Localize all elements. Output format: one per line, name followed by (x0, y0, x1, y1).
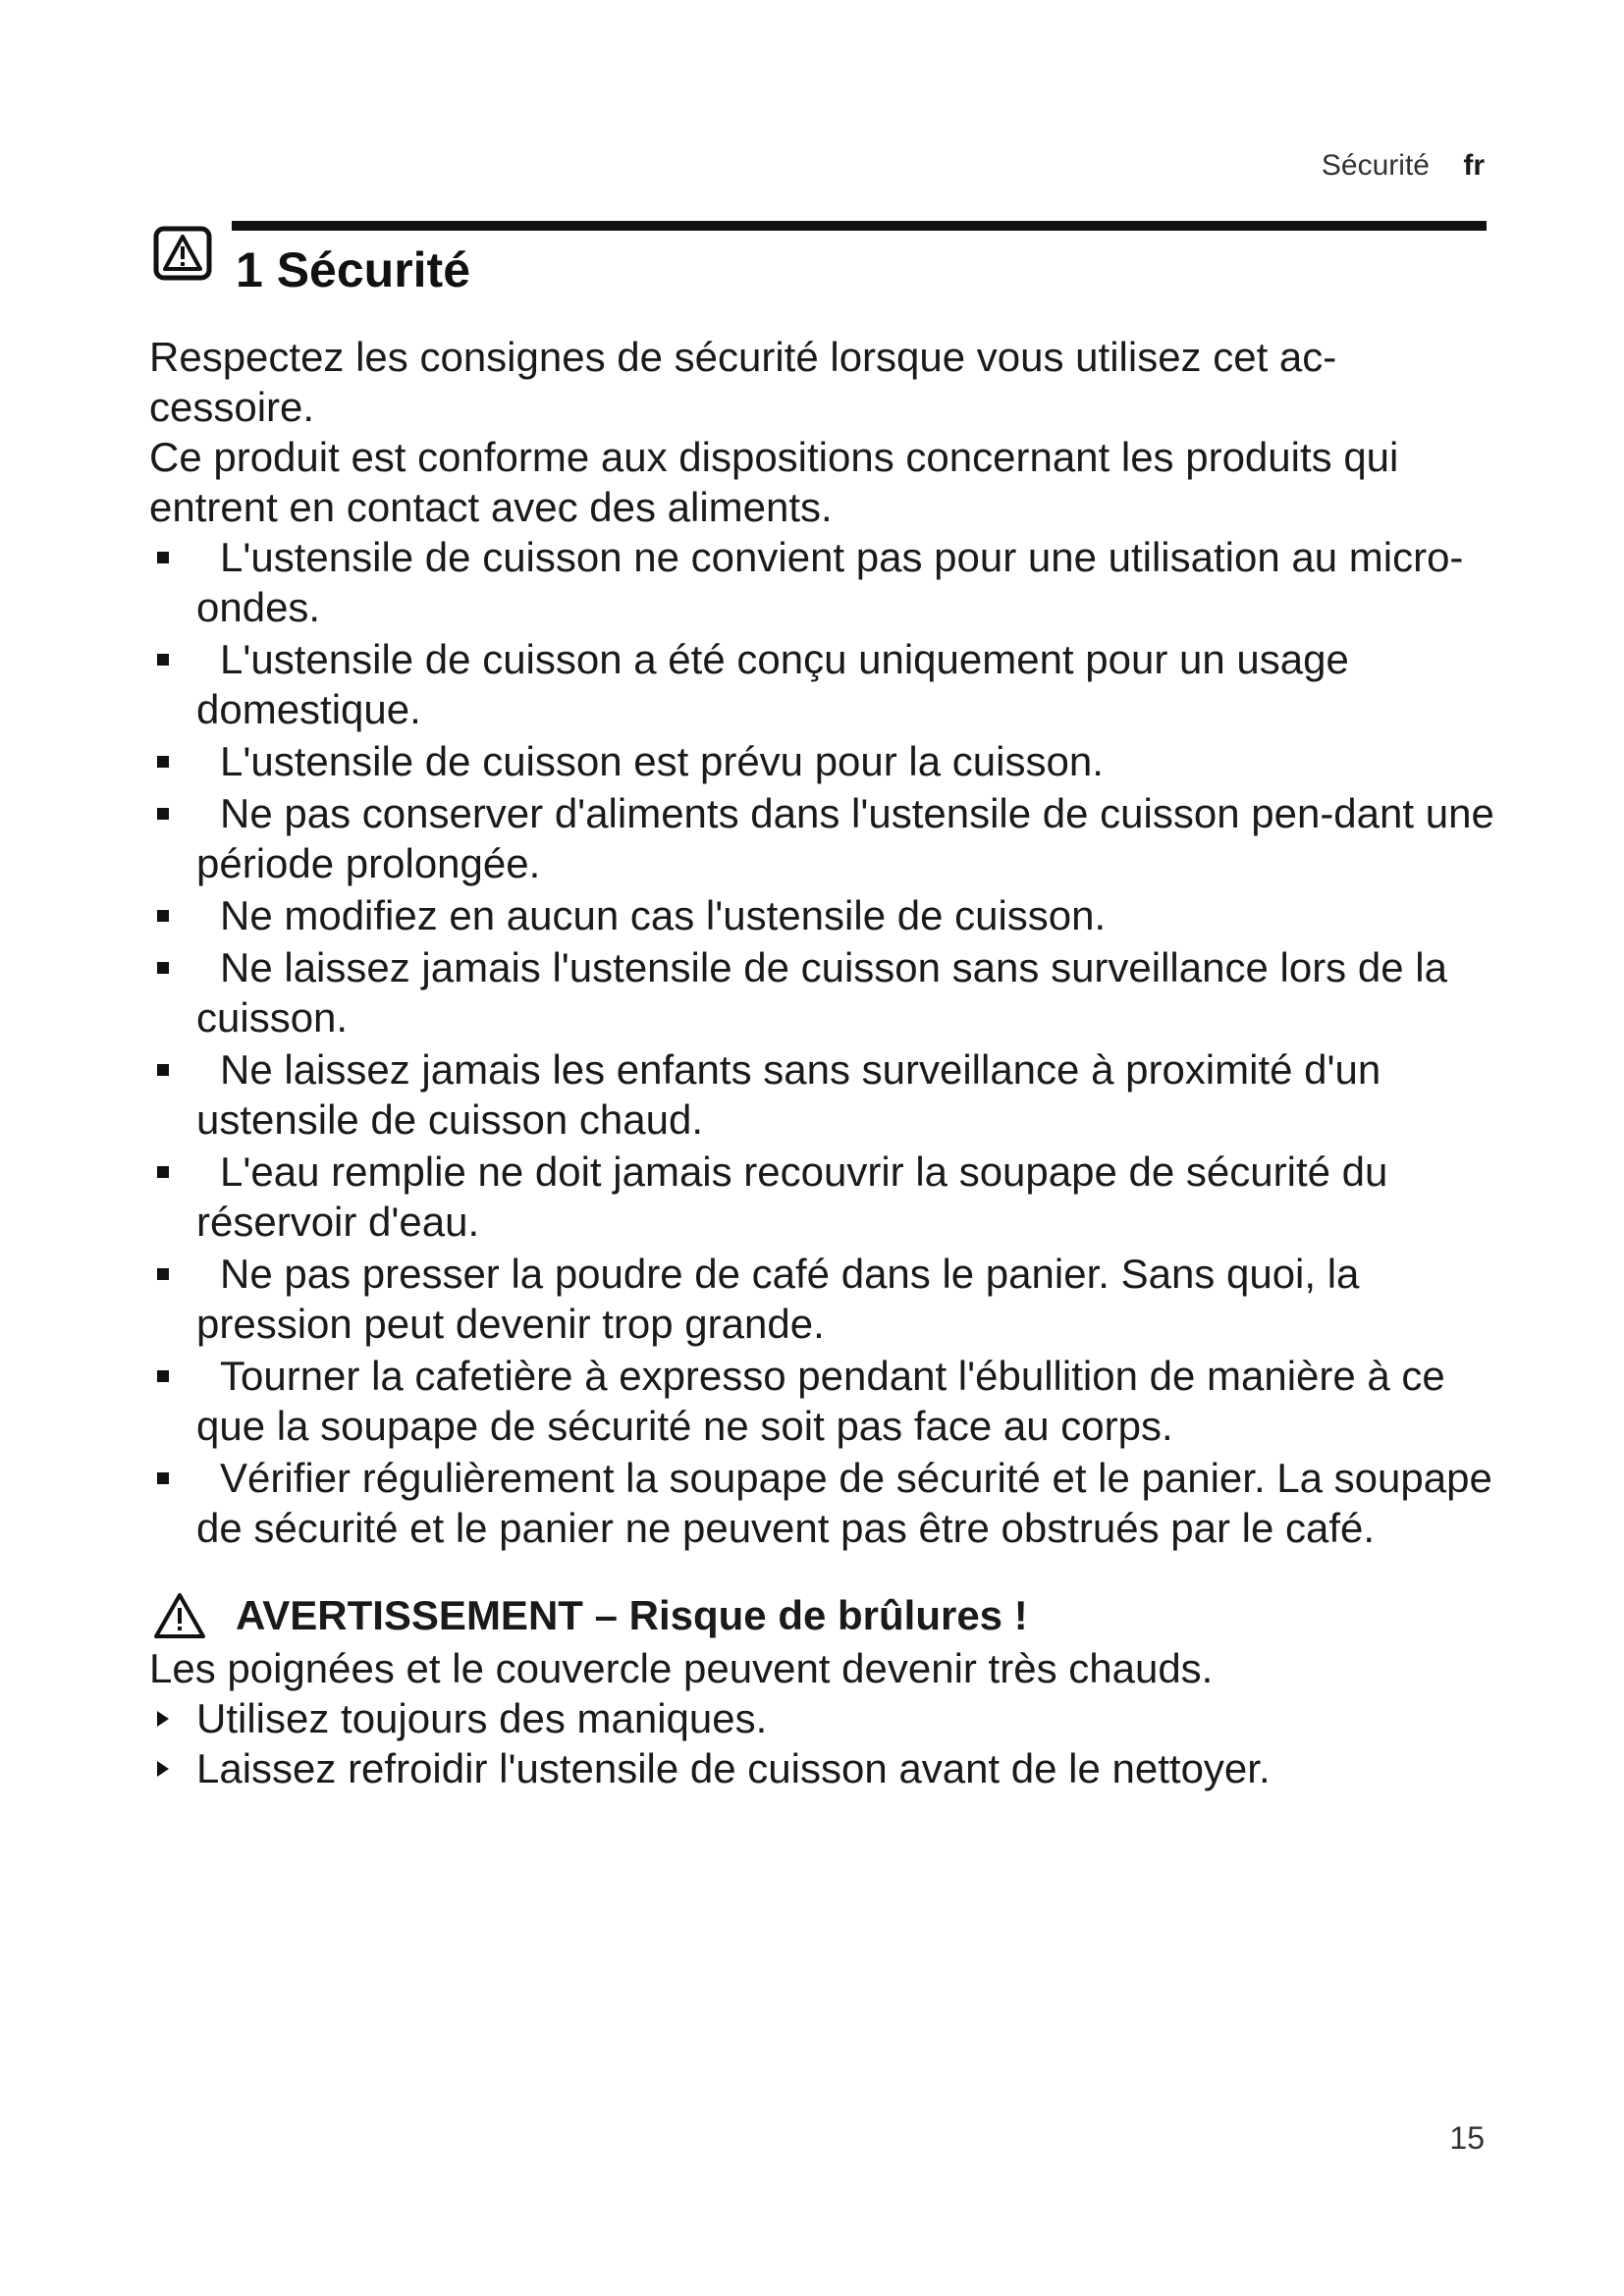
warning-title-text: AVERTISSEMENT – Risque de brûlures ! (236, 1592, 1028, 1638)
square-bullet-icon (157, 1472, 169, 1484)
square-bullet-icon (157, 910, 169, 922)
chapter-title: 1 Sécurité (236, 242, 471, 297)
running-header (1322, 149, 1485, 183)
list-item: L'ustensile de cuisson est prévu pour la cuisson. (149, 736, 1524, 786)
square-bullet-icon (157, 1064, 169, 1076)
list-item: Tourner la cafetière à expresso pendant l'ébullition de manière à ce que la soupape de sécurité ne soit pas face au corps. (149, 1351, 1524, 1451)
warning-block (149, 1588, 1524, 1793)
page-number: 15 (1449, 2120, 1485, 2156)
running-header-section: Sécurité (1321, 149, 1430, 182)
warning-triangle-icon (153, 1592, 206, 1639)
heading-rule (232, 221, 1487, 231)
list-item: L'eau remplie ne doit jamais recouvrir la soupape de sécurité du réservoir d'eau. (149, 1147, 1524, 1247)
safety-rules-list (149, 532, 1524, 1553)
square-bullet-icon (157, 756, 169, 768)
square-bullet-icon (157, 552, 169, 563)
list-item: Vérifier régulièrement la soupape de sécurité et le panier. La soupape de sécurité et le panier ne peuvent pas être obstrués par le café. (149, 1453, 1524, 1553)
list-item: Ne laissez jamais l'ustensile de cuisson sans surveillance lors de la cuisson. (149, 942, 1524, 1042)
content (149, 332, 1524, 1793)
triangle-bullet-icon (157, 1761, 169, 1777)
warning-steps-list (149, 1693, 1524, 1793)
list-item: Ne laissez jamais les enfants sans surveillance à proximité d'un ustensile de cuisson chaud. (149, 1044, 1524, 1145)
square-bullet-icon (157, 1370, 169, 1382)
square-bullet-icon (157, 654, 169, 666)
warning-title (149, 1588, 1524, 1643)
square-bullet-icon (157, 808, 169, 820)
list-item: L'ustensile de cuisson ne convient pas pour une utilisation au micro-ondes. (149, 532, 1524, 632)
list-item: Ne pas presser la poudre de café dans le panier. Sans quoi, la pression peut devenir trop grande. (149, 1249, 1524, 1349)
square-bullet-icon (157, 1166, 169, 1178)
intro-paragraph-1: Respectez les consignes de sécurité lorsque vous utilisez cet ac-cessoire. (149, 334, 1337, 430)
square-bullet-icon (157, 962, 169, 974)
list-item: Ne pas conserver d'aliments dans l'ustensile de cuisson pen-dant une période prolongée. (149, 788, 1524, 888)
warning-text: Les poignées et le couvercle peuvent devenir très chauds. (149, 1645, 1214, 1691)
list-item: L'ustensile de cuisson a été conçu uniquement pour un usage domestique. (149, 634, 1524, 734)
intro-paragraph-2: Ce produit est conforme aux dispositions concernant les produits qui entrent en contact avec des aliments. (149, 434, 1399, 530)
warning-book-icon (153, 226, 212, 281)
triangle-bullet-icon (157, 1711, 169, 1727)
square-bullet-icon (157, 1268, 169, 1280)
list-item: Utilisez toujours des maniques. (149, 1693, 1524, 1743)
list-item: Laissez refroidir l'ustensile de cuisson avant de le nettoyer. (149, 1743, 1524, 1793)
list-item: Ne modifiez en aucun cas l'ustensile de cuisson. (149, 890, 1524, 940)
running-header-language: fr (1463, 149, 1485, 182)
